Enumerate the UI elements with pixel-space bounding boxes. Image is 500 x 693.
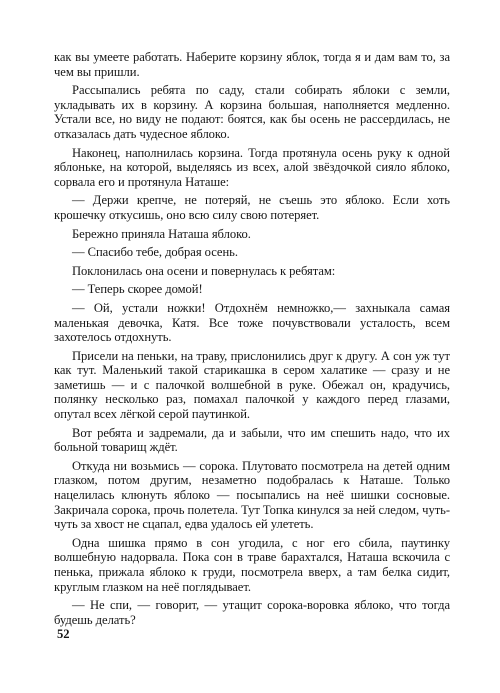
paragraph: Рассыпались ребята по саду, стали собирать яблоки с земли, укладывать их в корзину. А корзина большая, наполняется медленно. Устали все, но виду не подают: боятся, как бы осень не рассердилась, не отказалась дать чудесное яблоко. — [54, 83, 450, 141]
paragraph: Присели на пеньки, на траву, прислонились друг к другу. А сон уж тут как тут. Маленький такой старикашка в сером халатике — сразу и не заметишь — и с палочкой волшебной в руке. Обежал он, крадучись, полянку несколько раз, помахал палочкой у каждого перед глазами, опутал всех лёгкой серой паутинкой. — [54, 348, 450, 422]
paragraph: — Держи крепче, не потеряй, не съешь это яблоко. Если хоть крошечку откусишь, оно всю силу свою потеряет. — [54, 193, 450, 222]
paragraph: Откуда ни возьмись — сорока. Плутовато посмотрела на детей одним глазком, потом другим, незаметно подобралась к Наташе. Только нацелилась клюнуть яблоко — посыпались на неё шишки сосновые. Закричала сорока, прочь полетела. Тут Топка кинулся за ней следом, чуть-чуть за хвост не сцапал, едва удалось ей улететь. — [54, 458, 450, 532]
paragraph: — Не спи, — говорит, — утащит сорока-воровка яблоко, что тогда будешь делать? — [54, 598, 450, 627]
paragraph: — Теперь скорее домой! — [72, 282, 203, 297]
paragraph: Наконец, наполнилась корзина. Тогда протянула осень руку к одной яблоньке, на которой, выделяясь из всех, алой звёздочкой сияло яблоко, сорвала его и протянула Наташе: — [54, 145, 450, 189]
book-page-text — [54, 50, 450, 631]
paragraph: — Ой, устали ножки! Отдохнём немножко,— захныкала самая маленькая девочка, Катя. Все тоже почувствовали усталость, всем захотелось отдохнуть. — [54, 300, 450, 345]
paragraph: Вот ребята и задремали, да и забыли, что им спешить надо, что их больной товарищ ждёт. — [54, 425, 450, 455]
paragraph: Одна шишка прямо в сон угодила, с ног его сбила, паутинку волшебную надорвала. Пока сон в траве барахтался, Наташа вскочила с пенька, прижала яблоко к груди, посмотрела вверх, а там белка сидит, круглым глазком на неё поглядывает. — [54, 535, 450, 594]
paragraph: Поклонилась она осени и повернулась к ребятам: — [72, 263, 336, 278]
paragraph: Бережно приняла Наташа яблоко. — [72, 226, 251, 241]
paragraph: — Спасибо тебе, добрая осень. — [72, 245, 238, 260]
page-number: 52 — [57, 627, 70, 641]
paragraph: как вы умеете работать. Наберите корзину яблок, тогда я и дам вам то, за чем вы пришли. — [54, 50, 450, 79]
